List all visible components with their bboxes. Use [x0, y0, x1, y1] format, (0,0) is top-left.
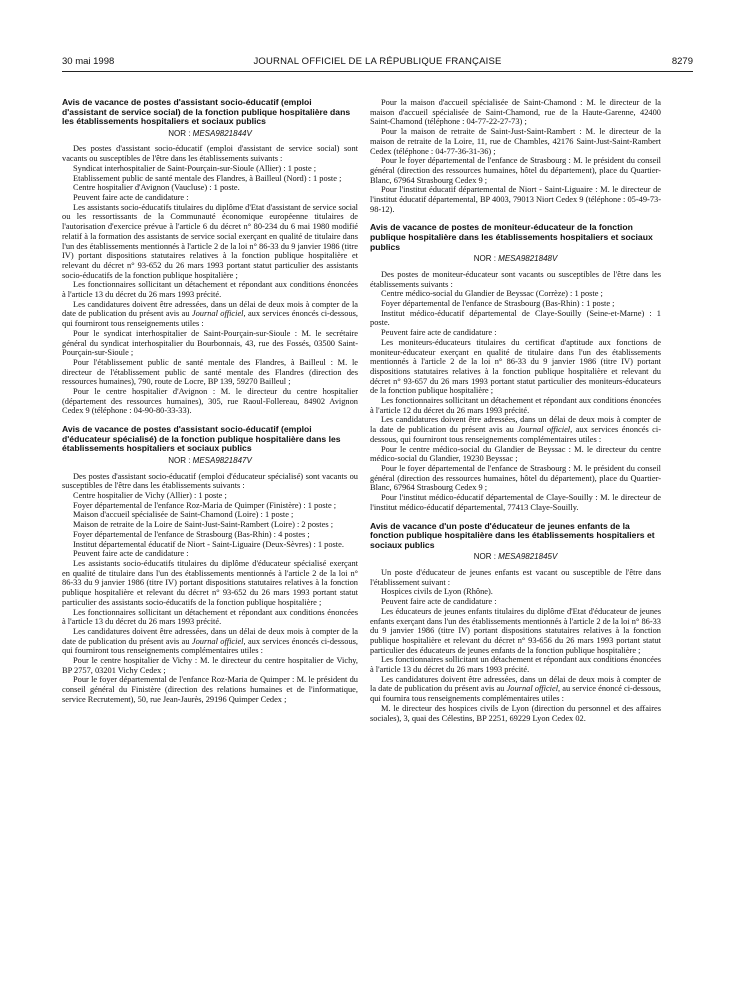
article-title: Avis de vacance de postes de moniteur-éducateur de la fonction publique hospitalière dans les établissements hospitaliers et sociaux publics	[370, 222, 653, 252]
paragraph: Les fonctionnaires sollicitant un détachement et répondant aux conditions énoncées à l'article 13 du décret du 26 mars 1993 précité.	[62, 280, 358, 300]
paragraph: Les fonctionnaires sollicitant un détachement et répondant aux conditions énoncées à l'article 13 du décret du 26 mars 1993 précité.	[62, 607, 358, 627]
paragraph: Maison d'accueil spécialisée de Saint-Chamond (Loire) : 1 poste ;	[73, 510, 294, 520]
left-column	[62, 98, 358, 705]
paragraph: Un poste d'éducateur de jeunes enfants est vacant ou susceptible de l'être dans l'établissement suivant :	[370, 567, 661, 587]
paragraph: Peuvent faire acte de candidature :	[381, 597, 497, 607]
article-title: Avis de vacance de postes d'assistant socio-éducatif (emploi d'assistant de service social) de la fonction publique hospitalière dans les établissements hospitaliers et sociaux publics	[62, 97, 351, 127]
paragraph: M. le directeur des hospices civils de Lyon (direction du personnel et des affaires sociales), 3, quai des Célestins, BP 2251, 69229 Lyon Cedex 02.	[370, 703, 661, 723]
paragraph: Maison de retraite de la Loire de Saint-Just-Saint-Rambert (Loire) : 2 postes ;	[73, 520, 334, 530]
header-rule	[62, 71, 693, 72]
paragraph: Pour le syndicat interhospitalier de Saint-Pourçain-sur-Sioule : M. le secrétaire général du syndicat interhospitalier du Bourbonnais, 43, rue des Fossés, 03500 Saint-Pourçain-sur-Sioule ;	[62, 328, 358, 358]
paragraph: Foyer départemental de l'enfance Roz-Maria de Quimper (Finistère) : 1 poste ;	[73, 500, 337, 510]
nor-reference: NOR : MESA9821848V	[473, 254, 558, 264]
paragraph: Centre médico-social du Glandier de Beyssac (Corrèze) : 1 poste ;	[381, 289, 603, 299]
paragraph: Pour le foyer départemental de l'enfance de Strasbourg : M. le président du conseil général (direction des ressources humaines, hôtel du département), place du Quartier-Blanc, 67964 Strasbourg Cedex 9 ;	[370, 156, 661, 185]
paragraph: Pour le centre hospitalier d'Avignon : M. le directeur du centre hospitalier (département des ressources humaines), 305, rue Raoul-Follereau, 84902 Avignon Cedex 9 (téléphone : 04-90-80-33-33).	[62, 387, 358, 416]
paragraph: Pour l'institut éducatif départemental de Niort - Saint-Liguaire : M. le directeur de l'institut éducatif départemental, BP 4003, 79013 Niort Cedex 9 (téléphone : 05-49-73-98-12).	[370, 185, 661, 214]
paragraph: Centre hospitalier de Vichy (Allier) : 1 poste ;	[73, 491, 227, 501]
paragraph: Pour la maison de retraite de Saint-Just-Saint-Rambert : M. le directeur de la maison de retraite de la Loire, 11, rue de Chambles, 42176 Saint-Just-Saint-Rambert Cedex (téléphone : 04-77-36-31-36) ;	[370, 127, 661, 156]
page-header	[62, 56, 693, 70]
issue-date: 30 mai 1998	[62, 56, 115, 67]
paragraph: Les fonctionnaires sollicitant un détachement et répondant aux conditions énoncées à l'article 12 du décret du 26 mars 1993 précité.	[370, 396, 661, 415]
paragraph: Peuvent faire acte de candidature :	[381, 328, 497, 338]
paragraph: Peuvent faire acte de candidature :	[73, 549, 189, 559]
paragraph: Les candidatures doivent être adressées, dans un délai de deux mois à compter de la date de publication du présent avis au Journal officiel, aux services énoncés ci-dessous, qui fourniront tous renseignements complémentaires utiles :	[370, 415, 662, 444]
paragraph: Foyer départemental de l'enfance de Strasbourg (Bas-Rhin) : 4 postes ;	[73, 529, 310, 539]
paragraph: Pour l'établissement public de santé mentale des Flandres, à Bailleul : M. le directeur de l'établissement public de santé mentale des Flandres (direction des ressources humaines), 790, route de Locre, BP 139, 59270 Bailleul ;	[62, 357, 358, 387]
paragraph: Les fonctionnaires sollicitant un détachement et répondant aux conditions énoncées à l'article 13 du décret du 26 mars 1993 précité.	[370, 655, 661, 675]
right-column	[370, 98, 661, 723]
paragraph: Les éducateurs de jeunes enfants titulaires du diplôme d'Etat d'éducateur de jeunes enfants exerçant dans l'un des établissements mentionnés à l'article 2 de la loi n° 86-33 du 9 janvier 1986 (titre IV) portant dispositions statutaires relatives à la fonction publique hospitalière et relevant du décret n° 93-656 du 26 mars 1993 portant statut particulier des éducateurs de jeunes enfants de la fonction publique hospitalière ;	[370, 606, 661, 655]
paragraph: Institut médico-éducatif départemental de Claye-Souilly (Seine-et-Marne) : 1 poste.	[370, 308, 661, 328]
paragraph: Etablissement public de santé mentale des Flandres, à Bailleul (Nord) : 1 poste ;	[73, 173, 342, 183]
paragraph: Des postes de moniteur-éducateur sont vacants ou susceptibles de l'être dans les établissements suivants :	[370, 269, 661, 289]
nor-reference: NOR : MESA9821847V	[168, 455, 252, 465]
paragraph: Pour le foyer départemental de l'enfance Roz-Maria de Quimper : M. le président du conseil général du Finistère (direction des relations humaines et de l'informatique, service Recrutement), 50, rue Jean-Jaurès, 29196 Quimper Cedex ;	[62, 675, 358, 704]
journal-title: JOURNAL OFFICIEL DE LA RÉPUBLIQUE FRANÇAISE	[253, 56, 502, 67]
paragraph: Hospices civils de Lyon (Rhône).	[381, 587, 493, 597]
paragraph: Les assistants socio-éducatifs titulaires du diplôme d'éducateur spécialisé exerçant en qualité de titulaire dans l'un des établissements mentionnés à l'article 2 de la loi n° 86-33 du 9 janvier 1986 (titre IV) portant dispositions statutaires relatives à la fonction publique hospitalière et relevant du décret n° 93-652 du 26 mars 1993 portant statut particulier des assistants socio-éducatifs de la fonction publique hospitalière ;	[62, 558, 358, 607]
article-title: Avis de vacance de postes d'assistant socio-éducatif (emploi d'éducateur spécialisé) de la fonction publique hospitalière dans les établissements hospitaliers et sociaux publics	[62, 424, 341, 454]
paragraph: Centre hospitalier d'Avignon (Vaucluse) : 1 poste.	[73, 183, 240, 193]
paragraph: Pour la maison d'accueil spécialisée de Saint-Chamond : M. le directeur de la maison d'accueil spécialisée de Saint-Chamond, rue de la Haute-Garenne, 42400 Saint-Chamond (téléphone : 04-77-22-27-73) ;	[370, 98, 661, 127]
nor-reference: NOR : MESA9821845V	[473, 552, 558, 562]
paragraph: Des postes d'assistant socio-éducatif (emploi d'assistant de service social) sont vacants ou susceptibles de l'être dans les établissements suivants :	[62, 144, 358, 164]
paragraph: Les candidatures doivent être adressées, dans un délai de deux mois à compter de la date de publication du présent avis au Journal officiel, aux services énoncés ci-dessous, qui fourniront tous renseignements complémentaires utiles :	[62, 626, 358, 656]
paragraph: Les candidatures doivent être adressées, dans un délai de deux mois à compter de la date de publication du présent avis au Journal officiel, au service énoncé ci-dessous, qui fournira tous renseignements complémentaires utiles :	[370, 674, 661, 704]
paragraph: Peuvent faire acte de candidature :	[73, 193, 189, 202]
paragraph: Les assistants socio-éducatifs titulaires du diplôme d'Etat d'assistant de service social ou les ressortissants de la Communauté économique européenne titulaires de l'autorisation d'exercice prévue à l'article 6 du décret n° 80-234 du 6 mai 1980 modifié relatif à la formation des assistants de service social exerçant en qualité de titulaire dans l'un des établissements mentionnés à l'article 2 de la loi n° 86-33 du 9 janvier 1986 (titre IV) portant dispositions statutaires relatives à la fonction publique hospitalière et relevant du décret n° 93-652 du 26 mars 1993 portant statut particulier des assistants socio-éducatifs de la fonction publique hospitalière ;	[62, 202, 358, 280]
paragraph: Pour l'institut médico-éducatif départemental de Claye-Souilly : M. le directeur de l'institut médico-éducatif départemental, 77413 Claye-Souilly.	[370, 493, 661, 512]
paragraph: Pour le centre hospitalier de Vichy : M. le directeur du centre hospitalier de Vichy, BP 2757, 03201 Vichy Cedex ;	[62, 656, 358, 675]
paragraph: Pour le foyer départemental de l'enfance de Strasbourg : M. le président du conseil général (direction des ressources humaines, hôtel du département), place du Quartier-Blanc, 67964 Strasbourg Cedex 9 ;	[370, 463, 661, 493]
paragraph: Les candidatures doivent être adressées, dans un délai de deux mois à compter de la date de publication du présent avis au Journal officiel, aux services énoncés ci-dessous, qui fourniront tous renseignements utiles :	[62, 299, 358, 329]
paragraph: Des postes d'assistant socio-éducatif (emploi d'éducateur spécialisé) sont vacants ou susceptibles de l'être dans les établissements suivants :	[62, 471, 358, 491]
paragraph: Les moniteurs-éducateurs titulaires du certificat d'aptitude aux fonctions de moniteur-éducateur exerçant en qualité de titulaire dans l'un des établissements mentionnés à l'article 2 de la loi n° 86-33 du 9 janvier 1986 (titre IV) portant dispositions statutaires relatives à la fonction publique hospitalière et relevant du décret n° 93-657 du 26 mars 1993 portant statut particulier des moniteurs-éducateurs de la fonction publique hospitalière ;	[370, 337, 661, 396]
paragraph: Syndicat interhospitalier de Saint-Pourçain-sur-Sioule (Allier) : 1 poste ;	[73, 163, 317, 173]
paragraph: Institut départemental éducatif de Niort - Saint-Liguaire (Deux-Sèvres) : 1 poste.	[73, 539, 344, 549]
paragraph: Foyer départemental de l'enfance de Strasbourg (Bas-Rhin) : 1 poste ;	[381, 299, 615, 309]
article-title: Avis de vacance d'un poste d'éducateur de jeunes enfants de la fonction publique hospitalière dans les établissements hospitaliers et sociaux publics	[370, 520, 655, 550]
nor-reference: NOR : MESA9821844V	[168, 128, 252, 138]
paragraph: Pour le centre médico-social du Glandier de Beyssac : M. le directeur du centre médico-social du Glandier, 19230 Beyssac ;	[370, 444, 661, 464]
page-number: 8279	[671, 56, 693, 67]
